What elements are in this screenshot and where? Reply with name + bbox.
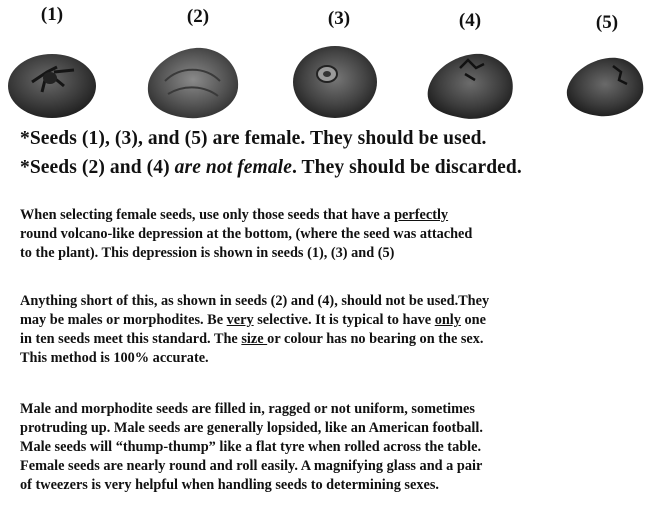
para2-line1: Anything short of this, as shown in seeds (2) and (4), should not be used.They (20, 293, 490, 309)
underline-very: very (226, 312, 254, 328)
para3-line1: Male and morphodite seeds are filled in, ragged or not uniform, sometimes (20, 401, 475, 417)
headline-not-female-post: . They should be discarded. (291, 157, 522, 178)
para2-line4: This method is 100% accurate. (20, 350, 209, 366)
seed-5-label: (5) (595, 12, 619, 33)
seed-3-image (287, 36, 387, 126)
para1-line1: When selecting female seeds, use only those seeds that have a perfectly (20, 207, 449, 223)
para3-line3: Male seeds will “thump-thump” like a flat tyre when rolled across the table. (20, 439, 482, 455)
seed-1 (0, 0, 110, 130)
para1-line3: to the plant). This depression is shown in seeds (1), (3) and (5) (20, 245, 395, 261)
seed-4-image (420, 38, 520, 128)
para3-line2: protruding up. Male seeds are generally lopsided, like an American football. (20, 420, 483, 436)
para1-line2: round volcano-like depression at the bottom, (where the seed was attached (20, 226, 473, 242)
para2-line2: may be males or morphodites. Be very selective. It is typical to have only one (20, 312, 486, 328)
seed-images-row (0, 0, 650, 130)
seed-2 (140, 0, 250, 130)
underline-size: size (241, 331, 268, 347)
seed-3-label: (3) (327, 8, 351, 29)
seed-4 (420, 0, 530, 130)
seed-5 (555, 0, 650, 130)
paragraph-male-seeds (20, 400, 640, 495)
underline-perfectly: perfectly (394, 207, 449, 223)
seed-1-image (2, 42, 112, 122)
paragraph-selection (20, 206, 640, 263)
headline-not-female-pre: *Seeds (2) and (4) (20, 157, 175, 178)
seed-1-label: (1) (40, 4, 64, 25)
seed-2-image (140, 36, 250, 126)
para3-line4: Female seeds are nearly round and roll easily. A magnifying glass and a pair (20, 458, 483, 474)
seed-3 (285, 0, 395, 130)
headline-female-text: *Seeds (1), (3), and (5) are female. They should be used. (20, 128, 487, 149)
underline-only: only (434, 312, 461, 328)
seed-4-label: (4) (458, 10, 482, 31)
para2-line3: in ten seeds meet this standard. The size or colour has no bearing on the sex. (20, 331, 484, 347)
headline-not-female (20, 157, 522, 179)
headline-not-female-emphasis: are not female (174, 157, 292, 178)
seed-5-image (561, 46, 650, 126)
para3-line5: of tweezers is very helpful when handling seeds to determining sexes. (20, 477, 439, 493)
paragraph-criteria (20, 292, 640, 368)
headline-female (20, 128, 487, 150)
seed-2-label: (2) (186, 6, 210, 27)
